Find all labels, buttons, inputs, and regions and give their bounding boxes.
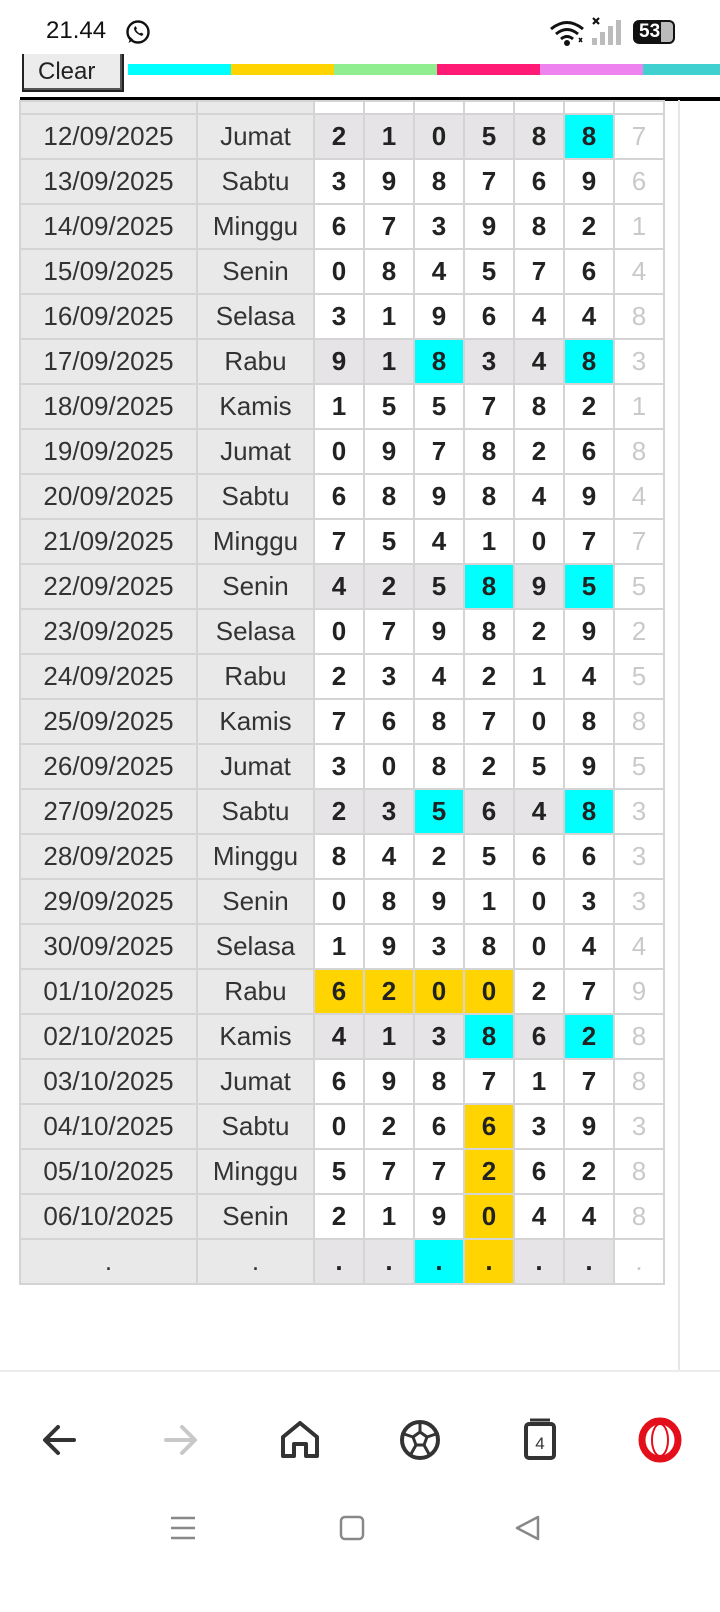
- digit-cell[interactable]: 0: [414, 969, 464, 1014]
- day-cell: Selasa: [197, 924, 314, 969]
- digit-cell[interactable]: 5: [514, 744, 564, 789]
- extra-digit-cell: 3: [614, 834, 664, 879]
- digit-cell[interactable]: .: [314, 1239, 364, 1284]
- day-cell: Selasa: [197, 294, 314, 339]
- day-cell: Sabtu: [197, 159, 314, 204]
- digit-cell[interactable]: 2: [514, 609, 564, 654]
- digit-cell[interactable]: 8: [414, 699, 464, 744]
- digit-cell[interactable]: 5: [414, 384, 464, 429]
- digit-cell[interactable]: 8: [564, 339, 614, 384]
- digit-cell[interactable]: 6: [314, 969, 364, 1014]
- digit-cell[interactable]: 6: [514, 159, 564, 204]
- color-swatch[interactable]: [334, 64, 437, 75]
- digit-cell[interactable]: 5: [414, 564, 464, 609]
- signal-icon: [591, 16, 623, 46]
- digit-cell[interactable]: 3: [514, 1104, 564, 1149]
- date-cell: 27/09/2025: [20, 789, 197, 834]
- digit-cell[interactable]: 1: [364, 339, 414, 384]
- extra-digit-cell: 9: [614, 969, 664, 1014]
- table-row: [20, 1194, 664, 1239]
- digit-cell[interactable]: 1: [364, 1014, 414, 1059]
- digit-cell[interactable]: 0: [314, 249, 364, 294]
- digit-cell[interactable]: 7: [564, 1059, 614, 1104]
- digit-cell[interactable]: 1: [514, 654, 564, 699]
- date-cell: 05/10/2025: [20, 1149, 197, 1194]
- table-row: [20, 834, 664, 879]
- square-icon[interactable]: [332, 1508, 372, 1548]
- table-row: [20, 654, 664, 699]
- table-row: [20, 789, 664, 834]
- digit-cell[interactable]: 8: [564, 114, 614, 159]
- table-row: [20, 1059, 664, 1104]
- table-row: [20, 879, 664, 924]
- digit-cell[interactable]: 5: [364, 519, 414, 564]
- digit-cell[interactable]: 9: [564, 159, 614, 204]
- table-row: [20, 249, 664, 294]
- digit-cell[interactable]: 0: [314, 609, 364, 654]
- digit-cell[interactable]: 7: [364, 1149, 414, 1194]
- digit-cell[interactable]: 8: [464, 564, 514, 609]
- digit-cell[interactable]: .: [364, 1239, 414, 1284]
- status-clock: 21.44: [46, 17, 107, 44]
- color-swatch[interactable]: [540, 64, 643, 75]
- digit-cell[interactable]: 9: [514, 564, 564, 609]
- digit-cell[interactable]: 6: [564, 834, 614, 879]
- digit-cell[interactable]: 3: [564, 879, 614, 924]
- table-row: [20, 384, 664, 429]
- digit-cell[interactable]: 0: [514, 699, 564, 744]
- digit-cell[interactable]: 3: [464, 339, 514, 384]
- extra-digit-cell: 3: [614, 339, 664, 384]
- table-row: [20, 744, 664, 789]
- digit-cell[interactable]: 2: [464, 1149, 514, 1194]
- table-cell: [20, 101, 197, 114]
- extra-digit-cell: 5: [614, 654, 664, 699]
- day-cell: Sabtu: [197, 474, 314, 519]
- digit-cell[interactable]: 9: [364, 159, 414, 204]
- digit-cell[interactable]: 8: [464, 924, 514, 969]
- digit-cell[interactable]: 1: [364, 294, 414, 339]
- date-cell: 20/09/2025: [20, 474, 197, 519]
- battery-icon: [633, 20, 675, 44]
- digit-cell[interactable]: 1: [464, 879, 514, 924]
- digit-cell[interactable]: 6: [364, 699, 414, 744]
- digit-cell[interactable]: 1: [364, 114, 414, 159]
- digit-cell[interactable]: 7: [314, 519, 364, 564]
- digit-cell[interactable]: 2: [314, 1194, 364, 1239]
- digit-cell[interactable]: 7: [364, 204, 414, 249]
- digit-cell[interactable]: 2: [364, 564, 414, 609]
- digit-cell[interactable]: 7: [564, 519, 614, 564]
- digit-cell[interactable]: 2: [314, 114, 364, 159]
- day-cell: Jumat: [197, 429, 314, 474]
- digit-cell[interactable]: 0: [514, 879, 564, 924]
- digit-cell[interactable]: 4: [564, 924, 614, 969]
- table-cell: [414, 101, 464, 114]
- digit-cell[interactable]: .: [414, 1239, 464, 1284]
- digit-cell[interactable]: 4: [414, 519, 464, 564]
- color-swatch[interactable]: [437, 64, 540, 75]
- date-cell: 18/09/2025: [20, 384, 197, 429]
- digit-cell[interactable]: 9: [414, 294, 464, 339]
- table-cell: [514, 101, 564, 114]
- digit-cell[interactable]: 7: [464, 1059, 514, 1104]
- digit-cell[interactable]: 2: [564, 384, 614, 429]
- table-row-partial: [20, 101, 664, 114]
- table-row: [20, 609, 664, 654]
- toolbar: [20, 58, 720, 101]
- digit-cell[interactable]: 0: [464, 969, 514, 1014]
- date-cell: 02/10/2025: [20, 1014, 197, 1059]
- digit-cell[interactable]: 6: [464, 294, 514, 339]
- day-cell: Kamis: [197, 384, 314, 429]
- digit-cell[interactable]: 1: [314, 924, 364, 969]
- extra-digit-cell: 5: [614, 564, 664, 609]
- digit-cell[interactable]: .: [564, 1239, 614, 1284]
- digit-cell[interactable]: 7: [314, 699, 364, 744]
- clear-button[interactable]: Clear: [22, 54, 124, 92]
- digit-cell[interactable]: 7: [514, 249, 564, 294]
- color-swatch[interactable]: [128, 64, 231, 75]
- date-cell: 16/09/2025: [20, 294, 197, 339]
- date-cell: 23/09/2025: [20, 609, 197, 654]
- date-cell: 04/10/2025: [20, 1104, 197, 1149]
- digit-cell[interactable]: 2: [464, 744, 514, 789]
- digit-cell[interactable]: 4: [314, 1014, 364, 1059]
- digit-cell[interactable]: 3: [414, 204, 464, 249]
- day-cell: Senin: [197, 564, 314, 609]
- table-row: [20, 1149, 664, 1194]
- digit-cell[interactable]: 3: [414, 1014, 464, 1059]
- date-cell: 29/09/2025: [20, 879, 197, 924]
- digit-cell[interactable]: 7: [414, 429, 464, 474]
- digit-cell[interactable]: 0: [414, 114, 464, 159]
- table-cell: [364, 101, 414, 114]
- table-cell: [314, 101, 364, 114]
- browser-bottom-bar: [0, 1372, 720, 1612]
- table-cell: [464, 101, 514, 114]
- digit-cell[interactable]: 7: [464, 159, 514, 204]
- table-row: [20, 204, 664, 249]
- digit-cell[interactable]: 2: [364, 1104, 414, 1149]
- digit-cell[interactable]: 1: [464, 519, 514, 564]
- digit-cell[interactable]: 2: [414, 834, 464, 879]
- digit-cell[interactable]: 3: [314, 159, 364, 204]
- day-cell: Rabu: [197, 339, 314, 384]
- digit-cell[interactable]: .: [464, 1239, 514, 1284]
- day-cell: Minggu: [197, 519, 314, 564]
- date-cell: 26/09/2025: [20, 744, 197, 789]
- table-row: [20, 339, 664, 384]
- table-row: [20, 969, 664, 1014]
- day-cell: Selasa: [197, 609, 314, 654]
- digit-cell[interactable]: 8: [464, 609, 514, 654]
- whatsapp-icon: [125, 19, 151, 45]
- date-cell: .: [20, 1239, 197, 1284]
- date-cell: 03/10/2025: [20, 1059, 197, 1104]
- digit-cell[interactable]: 0: [514, 924, 564, 969]
- date-cell: 28/09/2025: [20, 834, 197, 879]
- digit-cell[interactable]: 4: [414, 249, 464, 294]
- digit-cell[interactable]: 4: [514, 789, 564, 834]
- day-cell: Sabtu: [197, 1104, 314, 1149]
- digit-cell[interactable]: 7: [414, 1149, 464, 1194]
- day-cell: Minggu: [197, 834, 314, 879]
- table-row: [20, 114, 664, 159]
- digit-cell[interactable]: 5: [464, 249, 514, 294]
- digit-cell[interactable]: 1: [364, 1194, 414, 1239]
- digit-cell[interactable]: 0: [314, 429, 364, 474]
- digit-cell[interactable]: 5: [314, 1149, 364, 1194]
- digit-cell[interactable]: 7: [564, 969, 614, 1014]
- table-row: [20, 429, 664, 474]
- day-cell: Minggu: [197, 204, 314, 249]
- date-cell: 19/09/2025: [20, 429, 197, 474]
- digit-cell[interactable]: 4: [564, 1194, 614, 1239]
- table-row: [20, 1014, 664, 1059]
- extra-digit-cell: 5: [614, 744, 664, 789]
- date-cell: 30/09/2025: [20, 924, 197, 969]
- digit-cell[interactable]: 3: [414, 924, 464, 969]
- extra-digit-cell: 6: [614, 159, 664, 204]
- digit-cell[interactable]: 0: [464, 1194, 514, 1239]
- digit-cell[interactable]: 6: [414, 1104, 464, 1149]
- page-edge-divider: [678, 100, 680, 1370]
- extra-digit-cell: 8: [614, 1194, 664, 1239]
- digit-cell[interactable]: 9: [564, 609, 614, 654]
- digit-cell[interactable]: 3: [364, 654, 414, 699]
- extra-digit-cell: .: [614, 1239, 664, 1284]
- digit-cell[interactable]: 2: [314, 654, 364, 699]
- table-cell: [614, 101, 664, 114]
- date-cell: 15/09/2025: [20, 249, 197, 294]
- digit-cell[interactable]: 8: [464, 429, 514, 474]
- digit-cell[interactable]: 9: [364, 1059, 414, 1104]
- digit-cell[interactable]: 0: [314, 879, 364, 924]
- menu-lines-icon[interactable]: [163, 1508, 203, 1548]
- date-cell: 25/09/2025: [20, 699, 197, 744]
- digit-cell[interactable]: 9: [414, 474, 464, 519]
- digit-cell[interactable]: 0: [314, 1104, 364, 1149]
- digit-cell[interactable]: 8: [364, 879, 414, 924]
- digit-cell[interactable]: 9: [414, 1194, 464, 1239]
- results-table: [19, 100, 665, 1285]
- digit-cell[interactable]: 9: [464, 204, 514, 249]
- digit-cell[interactable]: 6: [464, 789, 514, 834]
- digit-cell[interactable]: 4: [514, 1194, 564, 1239]
- digit-cell[interactable]: 7: [364, 609, 414, 654]
- digit-cell[interactable]: 6: [464, 1104, 514, 1149]
- digit-cell[interactable]: 0: [364, 744, 414, 789]
- digit-cell[interactable]: 7: [464, 384, 514, 429]
- day-cell: Rabu: [197, 969, 314, 1014]
- digit-cell[interactable]: 2: [564, 204, 614, 249]
- digit-cell[interactable]: 8: [364, 474, 414, 519]
- digit-cell[interactable]: 5: [564, 564, 614, 609]
- extra-digit-cell: 2: [614, 609, 664, 654]
- digit-cell[interactable]: 8: [414, 1059, 464, 1104]
- table-row: [20, 924, 664, 969]
- date-cell: 17/09/2025: [20, 339, 197, 384]
- digit-cell[interactable]: 6: [514, 1149, 564, 1194]
- digit-cell[interactable]: 2: [464, 654, 514, 699]
- digit-cell[interactable]: 3: [314, 744, 364, 789]
- date-cell: 22/09/2025: [20, 564, 197, 609]
- extra-digit-cell: 4: [614, 474, 664, 519]
- digit-cell[interactable]: 9: [364, 924, 414, 969]
- table-row: [20, 294, 664, 339]
- digit-cell[interactable]: 8: [414, 339, 464, 384]
- triangle-back-icon[interactable]: [508, 1508, 548, 1548]
- digit-cell[interactable]: 8: [314, 834, 364, 879]
- extra-digit-cell: 8: [614, 1014, 664, 1059]
- color-swatch[interactable]: [643, 64, 720, 75]
- digit-cell[interactable]: 1: [314, 384, 364, 429]
- extra-digit-cell: 3: [614, 789, 664, 834]
- day-cell: Jumat: [197, 744, 314, 789]
- extra-digit-cell: 8: [614, 294, 664, 339]
- tabs-icon[interactable]: [510, 1410, 570, 1470]
- digit-cell[interactable]: 6: [564, 249, 614, 294]
- digit-cell[interactable]: 2: [314, 789, 364, 834]
- day-cell: .: [197, 1239, 314, 1284]
- digit-cell[interactable]: 4: [564, 654, 614, 699]
- day-cell: Jumat: [197, 114, 314, 159]
- digit-cell[interactable]: 6: [314, 474, 364, 519]
- extra-digit-cell: 4: [614, 924, 664, 969]
- day-cell: Senin: [197, 879, 314, 924]
- table-row: [20, 699, 664, 744]
- day-cell: Rabu: [197, 654, 314, 699]
- back-arrow-icon[interactable]: [30, 1410, 90, 1470]
- day-cell: Senin: [197, 1194, 314, 1239]
- extra-digit-cell: 1: [614, 204, 664, 249]
- digit-cell[interactable]: 5: [464, 114, 514, 159]
- date-cell: 12/09/2025: [20, 114, 197, 159]
- digit-cell[interactable]: 8: [564, 789, 614, 834]
- digit-cell[interactable]: 8: [364, 249, 414, 294]
- day-cell: Senin: [197, 249, 314, 294]
- table-row: [20, 474, 664, 519]
- extra-digit-cell: 8: [614, 1059, 664, 1104]
- digit-cell[interactable]: 2: [364, 969, 414, 1014]
- digit-cell[interactable]: 4: [414, 654, 464, 699]
- day-cell: Kamis: [197, 699, 314, 744]
- table-row: [20, 159, 664, 204]
- status-bar: [0, 0, 720, 62]
- digit-cell[interactable]: 4: [514, 294, 564, 339]
- digit-cell[interactable]: 7: [464, 699, 514, 744]
- day-cell: Jumat: [197, 1059, 314, 1104]
- digit-cell[interactable]: 9: [314, 339, 364, 384]
- digit-cell[interactable]: 5: [414, 789, 464, 834]
- date-cell: 14/09/2025: [20, 204, 197, 249]
- digit-cell[interactable]: 8: [464, 1014, 514, 1059]
- digit-cell[interactable]: 8: [464, 474, 514, 519]
- color-swatch[interactable]: [231, 64, 334, 75]
- wifi-icon: [549, 18, 585, 48]
- digit-cell[interactable]: 0: [514, 519, 564, 564]
- digit-cell[interactable]: 8: [514, 204, 564, 249]
- table-row: [20, 564, 664, 609]
- digit-cell[interactable]: 4: [364, 834, 414, 879]
- tabs-count: 4: [535, 1434, 545, 1453]
- forward-arrow-icon[interactable]: [150, 1410, 210, 1470]
- digit-cell[interactable]: 2: [564, 1014, 614, 1059]
- digit-cell[interactable]: 6: [564, 429, 614, 474]
- extra-digit-cell: 8: [614, 1149, 664, 1194]
- digit-cell[interactable]: 8: [514, 384, 564, 429]
- digit-cell[interactable]: 9: [364, 429, 414, 474]
- digit-cell[interactable]: 8: [564, 699, 614, 744]
- extra-digit-cell: 4: [614, 249, 664, 294]
- date-cell: 24/09/2025: [20, 654, 197, 699]
- digit-cell[interactable]: 9: [564, 744, 614, 789]
- table-row: [20, 519, 664, 564]
- extra-digit-cell: 8: [614, 699, 664, 744]
- day-cell: Minggu: [197, 1149, 314, 1194]
- extra-digit-cell: 7: [614, 519, 664, 564]
- digit-cell[interactable]: 3: [364, 789, 414, 834]
- digit-cell[interactable]: 5: [464, 834, 514, 879]
- digit-cell[interactable]: 6: [514, 834, 564, 879]
- digit-cell[interactable]: 8: [414, 159, 464, 204]
- digit-cell[interactable]: 2: [514, 429, 564, 474]
- opera-logo-icon[interactable]: [630, 1410, 690, 1470]
- digit-cell[interactable]: 6: [314, 204, 364, 249]
- digit-cell[interactable]: 4: [514, 474, 564, 519]
- day-cell: Kamis: [197, 1014, 314, 1059]
- extra-digit-cell: 7: [614, 114, 664, 159]
- date-cell: 06/10/2025: [20, 1194, 197, 1239]
- extra-digit-cell: 8: [614, 429, 664, 474]
- digit-cell[interactable]: 6: [514, 1014, 564, 1059]
- football-icon[interactable]: [390, 1410, 450, 1470]
- table-row: [20, 1239, 664, 1284]
- digit-cell[interactable]: 9: [564, 1104, 614, 1149]
- date-cell: 13/09/2025: [20, 159, 197, 204]
- digit-cell[interactable]: 9: [414, 609, 464, 654]
- table-cell: [564, 101, 614, 114]
- home-icon[interactable]: [270, 1410, 330, 1470]
- digit-cell[interactable]: 2: [564, 1149, 614, 1194]
- digit-cell[interactable]: 4: [314, 564, 364, 609]
- date-cell: 01/10/2025: [20, 969, 197, 1014]
- date-cell: 21/09/2025: [20, 519, 197, 564]
- digit-cell[interactable]: 8: [514, 114, 564, 159]
- battery-level: 53: [639, 21, 661, 42]
- day-cell: Sabtu: [197, 789, 314, 834]
- digit-cell[interactable]: 1: [514, 1059, 564, 1104]
- digit-cell[interactable]: 9: [414, 879, 464, 924]
- table-cell: [197, 101, 314, 114]
- digit-cell[interactable]: 9: [564, 474, 614, 519]
- digit-cell[interactable]: 4: [514, 339, 564, 384]
- table-row: [20, 1104, 664, 1149]
- digit-cell[interactable]: .: [514, 1239, 564, 1284]
- digit-cell[interactable]: 4: [564, 294, 614, 339]
- digit-cell[interactable]: 5: [364, 384, 414, 429]
- color-palette: [128, 64, 720, 75]
- extra-digit-cell: 1: [614, 384, 664, 429]
- digit-cell[interactable]: 8: [414, 744, 464, 789]
- extra-digit-cell: 3: [614, 879, 664, 924]
- digit-cell[interactable]: 6: [314, 1059, 364, 1104]
- digit-cell[interactable]: 2: [514, 969, 564, 1014]
- extra-digit-cell: 3: [614, 1104, 664, 1149]
- digit-cell[interactable]: 3: [314, 294, 364, 339]
